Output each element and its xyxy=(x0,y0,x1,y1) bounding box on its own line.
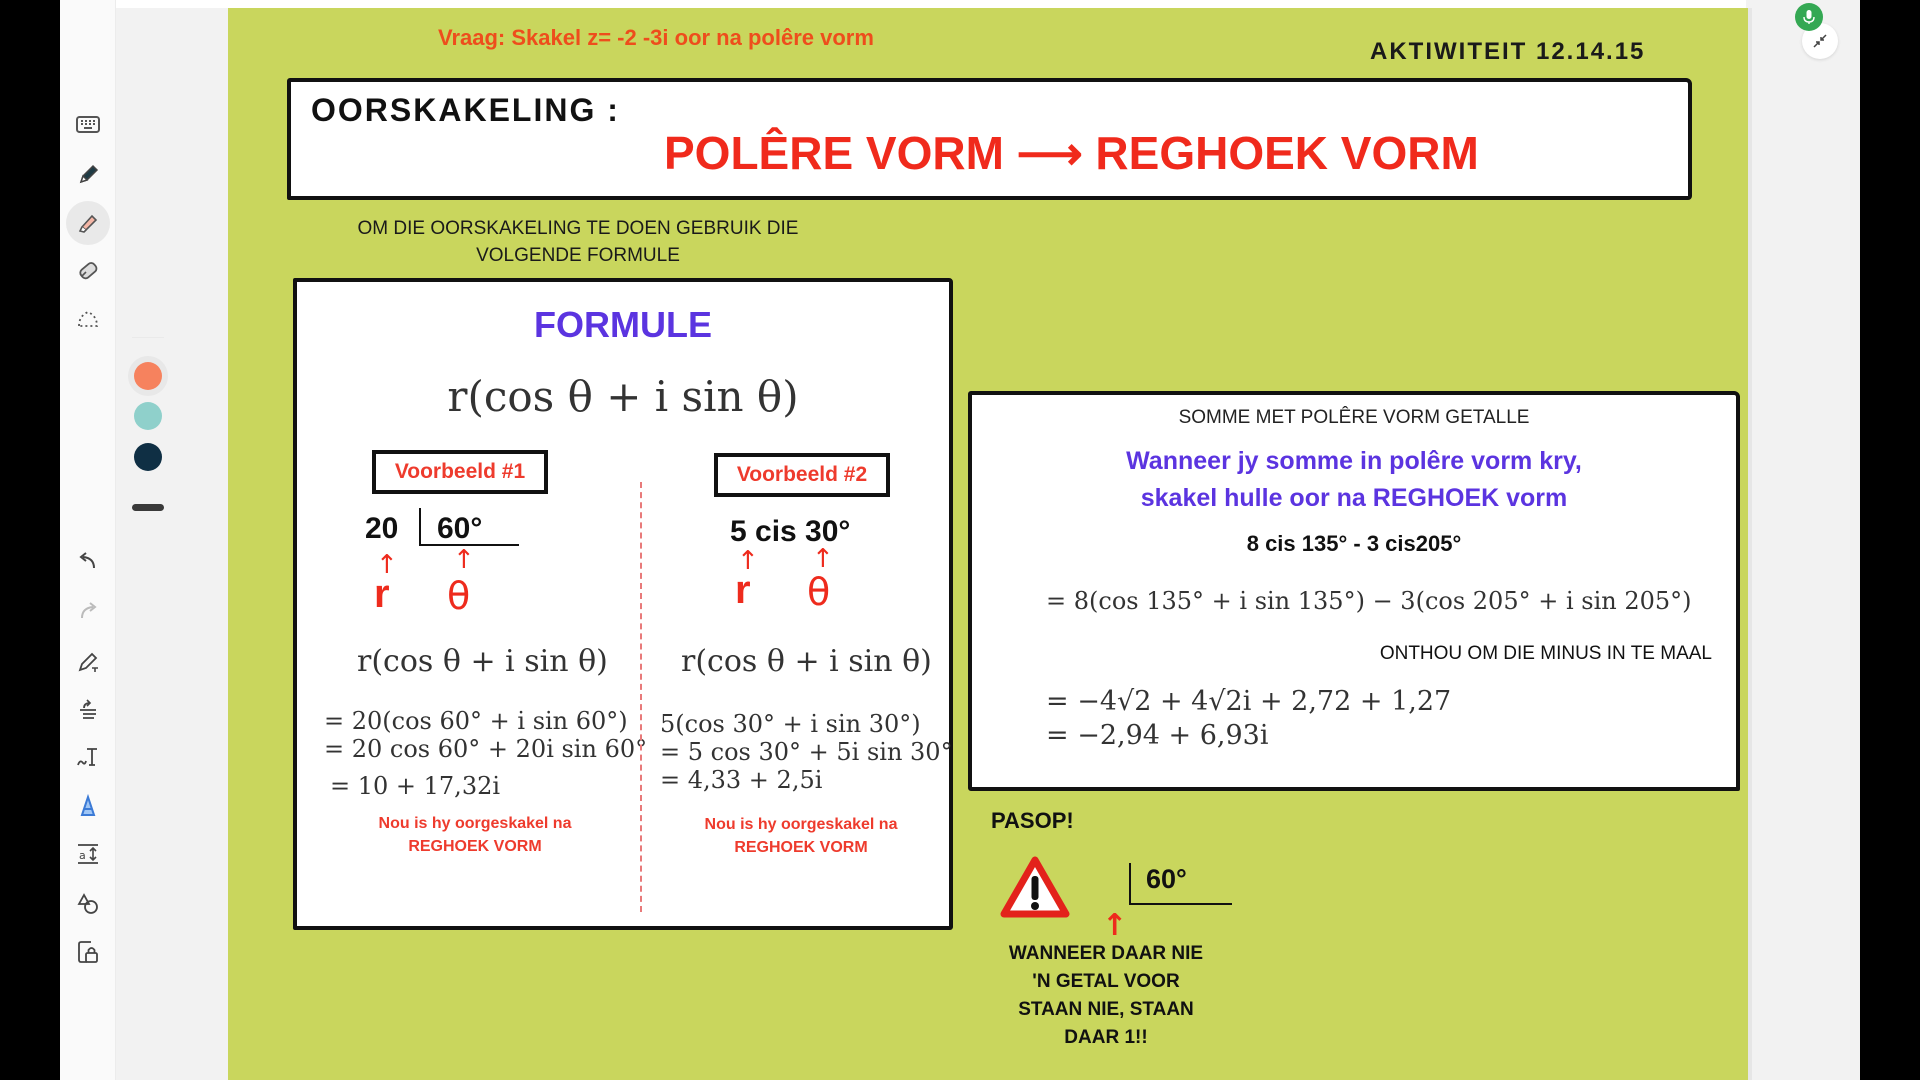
example-1-r-symbol: r xyxy=(374,572,390,616)
example-2-r-symbol: r xyxy=(735,568,751,612)
polar-sum-box xyxy=(968,391,1740,791)
example-1-theta-symbol: θ xyxy=(447,574,471,618)
stroke-thickness-button[interactable] xyxy=(132,504,164,511)
color-swatch-navy[interactable] xyxy=(134,443,162,471)
pasop-note-line-2: 'N GETAL VOOR xyxy=(1032,971,1180,992)
sum-instruction xyxy=(972,443,1736,517)
header-title: POLÊRE VORM ⟶ REGHOEK VORM xyxy=(664,127,1479,179)
highlighter-icon xyxy=(74,209,102,237)
example-1-theta-arrow-icon: ↑ xyxy=(453,545,475,575)
redo-button[interactable] xyxy=(66,590,110,630)
sum-step-2: = −4√2 + 4√2i + 2,72 + 1,27 xyxy=(1046,686,1452,717)
example-2-theta-symbol: θ xyxy=(807,570,831,614)
text-style-icon xyxy=(74,792,102,820)
pen-settings-button[interactable] xyxy=(66,642,110,682)
sum-steps-2-3 xyxy=(1046,685,1451,753)
lock-button[interactable] xyxy=(66,932,110,972)
example-2-step-2: = 5 cos 30° + 5i sin 30° xyxy=(660,738,953,766)
pasop-arrow-icon: ↑ xyxy=(1102,908,1128,943)
example-2-step-3: = 4,33 + 2,5i xyxy=(660,766,823,794)
drawing-toolbar xyxy=(60,0,116,1080)
text-style-button[interactable] xyxy=(66,786,110,826)
canvas-top-strip xyxy=(116,0,1746,8)
undo-button[interactable] xyxy=(66,540,110,580)
pasop-note xyxy=(978,940,1234,1052)
intro-line-2: VOLGENDE FORMULE xyxy=(476,245,680,266)
formula-box xyxy=(293,278,953,930)
letterbox-right xyxy=(1860,0,1920,1080)
convert-ink-button[interactable] xyxy=(66,690,110,730)
sum-instruction-line-1: Wanneer jy somme in polêre vorm kry, xyxy=(1126,447,1582,475)
example-2-note-line-2: REGHOEK VORM xyxy=(734,839,868,856)
pasop-title: PASOP! xyxy=(991,808,1074,833)
header-box xyxy=(287,78,1692,200)
slide-edge xyxy=(1748,8,1752,1080)
example-1-note-line-2: REGHOEK VORM xyxy=(408,838,542,855)
example-1-step-2: = 20 cos 60° + 20i sin 60° xyxy=(324,735,648,763)
shapes-button[interactable] xyxy=(66,883,110,923)
pasop-angle-value: 60° xyxy=(1146,864,1187,894)
warning-icon xyxy=(1000,856,1070,918)
example-1-step-1: = 20(cos 60° + i sin 60°) xyxy=(324,707,628,735)
main-formula: r(cos θ + i sin θ) xyxy=(447,372,799,421)
example-2-r-arrow-icon: ↑ xyxy=(737,546,759,576)
example-1-r-arrow-icon: ↑ xyxy=(376,550,398,580)
pen-tool-button[interactable] xyxy=(66,154,110,194)
lock-icon xyxy=(74,938,102,966)
convert-ink-icon xyxy=(74,696,102,724)
microphone-icon xyxy=(1802,9,1816,25)
formula-title: FORMULE xyxy=(534,304,712,345)
example-1-step-3: = 10 + 17,32i xyxy=(330,772,501,800)
sum-reminder: ONTHOU OM DIE MINUS IN TE MAAL xyxy=(1379,643,1712,664)
pasop-note-line-1: WANNEER DAAR NIE xyxy=(1008,943,1204,964)
color-swatch-teal[interactable] xyxy=(134,402,162,430)
example-2-polar-value: 5 cis 30° xyxy=(730,515,851,548)
example-2-step-1: 5(cos 30° + i sin 30°) xyxy=(660,710,921,738)
example-2-note-line-1: Nou is hy oorgeskakel na xyxy=(704,816,898,833)
keyboard-icon xyxy=(74,110,102,138)
shapes-icon xyxy=(74,889,102,917)
example-2-note xyxy=(671,813,931,859)
letterbox-left xyxy=(0,0,60,1080)
example-divider xyxy=(640,482,642,912)
toolbar-divider xyxy=(132,337,164,338)
example-2-label: Voorbeeld #2 xyxy=(714,453,890,497)
example-1-formula: r(cos θ + i sin θ) xyxy=(357,644,608,679)
question-text: Vraag: Skakel z= -2 -3i oor na polêre vorm xyxy=(438,25,874,50)
svg-text:a: a xyxy=(79,849,86,862)
text-size-button[interactable] xyxy=(66,834,110,874)
example-1-note-line-1: Nou is hy oorgeskakel na xyxy=(378,815,572,832)
example-1-r-value: 20 xyxy=(365,512,399,545)
collapse-icon xyxy=(1812,33,1828,49)
keyboard-tool-button[interactable] xyxy=(66,104,110,144)
example-2-theta-arrow-icon: ↑ xyxy=(812,544,834,574)
eraser-icon xyxy=(74,257,102,285)
lasso-tool-button[interactable] xyxy=(66,300,110,340)
intro-line-1: OM DIE OORSKAKELING TE DOEN GEBRUIK DIE xyxy=(357,218,799,239)
example-1-note xyxy=(345,812,605,858)
color-swatch-orange[interactable] xyxy=(134,362,162,390)
microphone-button[interactable] xyxy=(1795,3,1823,31)
header-label: OORSKAKELING : xyxy=(311,92,620,128)
pasop-note-line-3: STAAN NIE, STAAN xyxy=(1018,999,1194,1020)
pen-icon xyxy=(74,160,102,188)
eraser-tool-button[interactable] xyxy=(66,251,110,291)
sum-problem: 8 cis 135° - 3 cis205° xyxy=(1246,531,1462,556)
example-2-formula: r(cos θ + i sin θ) xyxy=(681,644,932,679)
undo-icon xyxy=(74,546,102,574)
sum-heading: SOMME MET POLÊRE VORM GETALLE xyxy=(1178,407,1530,428)
example-1-label: Voorbeeld #1 xyxy=(372,450,548,494)
pen-settings-icon xyxy=(74,648,102,676)
sum-instruction-line-2: skakel hulle oor na REGHOEK vorm xyxy=(1140,484,1568,512)
intro-text xyxy=(338,215,818,269)
redo-icon xyxy=(74,596,102,624)
sum-step-1: = 8(cos 135° + i sin 135°) − 3(cos 205° + i sin 205°) xyxy=(1046,587,1692,615)
highlighter-tool-button[interactable] xyxy=(66,201,110,245)
activity-number: AKTIWITEIT 12.14.15 xyxy=(1370,38,1646,65)
ink-to-text-button[interactable] xyxy=(66,737,110,777)
lasso-icon xyxy=(74,306,102,334)
text-size-icon xyxy=(74,840,102,868)
example-1-angle-value: 60° xyxy=(437,512,483,545)
sum-step-3: = −2,94 + 6,93i xyxy=(1046,720,1269,751)
slide-canvas[interactable] xyxy=(228,8,1748,1080)
pasop-note-line-4: DAAR 1!! xyxy=(1064,1027,1148,1048)
ink-to-text-icon xyxy=(74,743,102,771)
